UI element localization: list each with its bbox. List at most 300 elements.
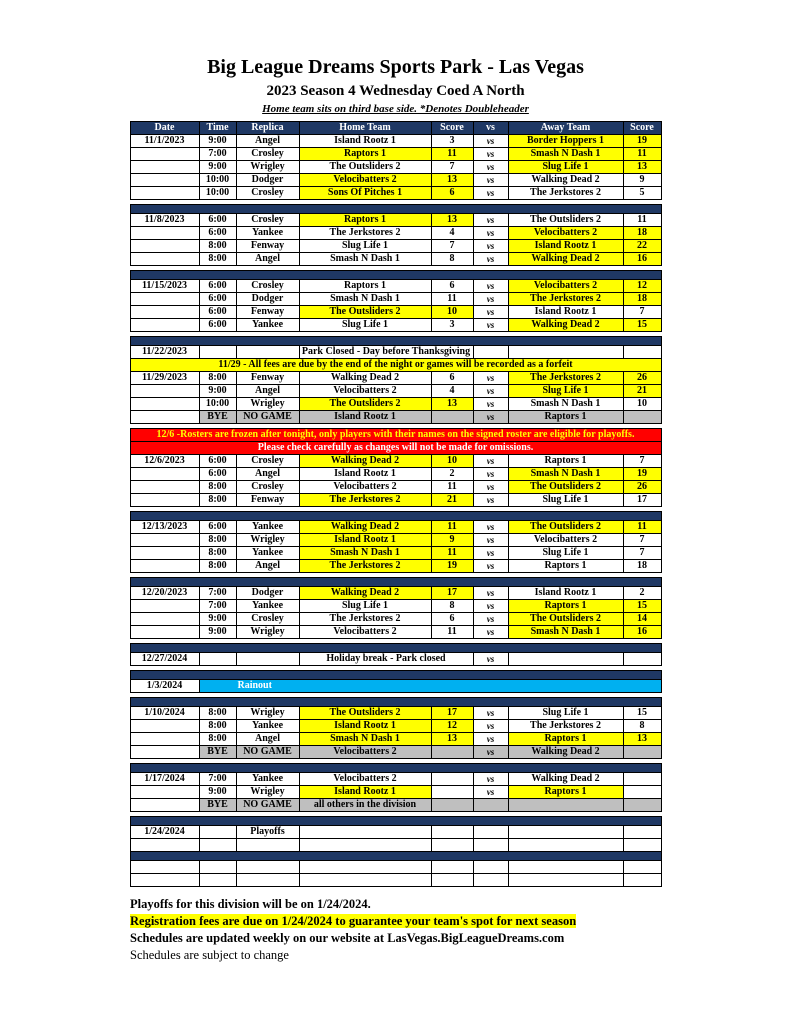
row-message	[130, 653, 661, 666]
time-cell: 8:00	[199, 560, 236, 573]
replica-cell: Yankee	[236, 521, 299, 534]
home-team-cell: Velocibatters 2	[299, 174, 431, 187]
empty-cell	[508, 861, 623, 874]
row-game	[130, 494, 661, 507]
separator-band	[130, 337, 661, 346]
row-separator	[130, 578, 661, 587]
date-cell	[130, 174, 199, 187]
date-cell	[130, 481, 199, 494]
page-subtitle: 2023 Season 4 Wednesday Coed A North	[266, 83, 525, 99]
away-team-cell: Border Hoppers 1	[508, 135, 623, 148]
separator-band	[130, 698, 661, 707]
home-score-cell: 13	[431, 174, 473, 187]
row-separator	[130, 764, 661, 773]
away-score-cell: 11	[623, 214, 661, 227]
replica-cell: Wrigley	[236, 707, 299, 720]
vs-cell: vs	[473, 653, 508, 666]
date-cell	[130, 293, 199, 306]
away-team-cell: Raptors 1	[508, 411, 623, 424]
time-cell: 7:00	[199, 773, 236, 786]
row-game	[130, 398, 661, 411]
date-cell	[130, 148, 199, 161]
home-score-cell: 21	[431, 494, 473, 507]
row-game	[130, 161, 661, 174]
row-game	[130, 481, 661, 494]
row-bye	[130, 799, 661, 812]
column-header-score: Score	[431, 122, 473, 135]
column-header-score: Score	[623, 122, 661, 135]
home-score-cell: 17	[431, 707, 473, 720]
vs-cell: vs	[473, 746, 508, 759]
vs-cell: vs	[473, 161, 508, 174]
time-cell: 10:00	[199, 174, 236, 187]
row-game	[130, 214, 661, 227]
row-game	[130, 521, 661, 534]
away-score-cell: 9	[623, 174, 661, 187]
row-game	[130, 135, 661, 148]
replica-cell: Yankee	[236, 227, 299, 240]
empty-cell	[236, 861, 299, 874]
footer-line-text: Playoffs for this division will be on 1/24/2024.	[130, 897, 371, 911]
time-cell: BYE	[199, 799, 236, 812]
empty-cell	[299, 874, 431, 887]
message-text: Holiday break - Park closed	[299, 653, 473, 666]
empty-cell	[431, 874, 473, 887]
row-game	[130, 174, 661, 187]
away-team-cell: Walking Dead 2	[508, 746, 623, 759]
date-cell	[130, 626, 199, 639]
date-cell: 11/29/2023	[130, 372, 199, 385]
away-team-cell: Island Rootz 1	[508, 306, 623, 319]
row-game	[130, 148, 661, 161]
away-team-cell: Smash N Dash 1	[508, 626, 623, 639]
home-score-cell	[431, 773, 473, 786]
time-cell: 8:00	[199, 733, 236, 746]
row-game	[130, 587, 661, 600]
date-cell	[130, 613, 199, 626]
empty-cell	[473, 861, 508, 874]
away-score-cell: 14	[623, 613, 661, 626]
footer-line-text: Schedules are updated weekly on our website at LasVegas.BigLeagueDreams.com	[130, 931, 565, 945]
row-game	[130, 773, 661, 786]
home-score-cell: 4	[431, 385, 473, 398]
home-team-cell: The Jerkstores 2	[299, 227, 431, 240]
separator-band	[130, 644, 661, 653]
time-cell: 9:00	[199, 626, 236, 639]
replica-cell: Angel	[236, 135, 299, 148]
row-empty	[130, 839, 661, 852]
row-banner-red	[130, 442, 661, 455]
home-team-cell: Smash N Dash 1	[299, 733, 431, 746]
empty-cell	[508, 839, 623, 852]
away-score-cell: 11	[623, 148, 661, 161]
row-game	[130, 319, 661, 332]
time-cell: BYE	[199, 411, 236, 424]
time-cell: 6:00	[199, 293, 236, 306]
date-cell	[130, 240, 199, 253]
date-cell: 1/3/2024	[130, 680, 199, 693]
column-header-home-team: Home Team	[299, 122, 431, 135]
time-cell: 8:00	[199, 372, 236, 385]
home-score-cell: 10	[431, 306, 473, 319]
footer-line	[130, 896, 661, 913]
date-cell: 1/24/2024	[130, 826, 199, 839]
away-team-cell: The Jerkstores 2	[508, 293, 623, 306]
empty-cell	[130, 861, 199, 874]
vs-cell: vs	[473, 733, 508, 746]
date-cell	[130, 746, 199, 759]
yellow-banner-text: 11/29 - All fees are due by the end of the night or games will be recorded as a forfeit	[130, 359, 661, 372]
empty-cell	[623, 861, 661, 874]
date-cell	[130, 306, 199, 319]
footer-line	[130, 913, 661, 930]
time-cell: 8:00	[199, 707, 236, 720]
home-score-cell	[431, 799, 473, 812]
away-score-cell: 16	[623, 253, 661, 266]
vs-cell: vs	[473, 547, 508, 560]
empty-cell	[623, 839, 661, 852]
column-header-vs: vs	[473, 122, 508, 135]
vs-cell: vs	[473, 521, 508, 534]
empty-cell	[299, 839, 431, 852]
empty-cell	[623, 874, 661, 887]
away-team-cell: Raptors 1	[508, 560, 623, 573]
vs-cell: vs	[473, 319, 508, 332]
replica-cell: Crosley	[236, 187, 299, 200]
empty-cell	[130, 839, 199, 852]
row-separator	[130, 205, 661, 214]
away-team-cell: The Outsliders 2	[508, 481, 623, 494]
row-empty	[130, 861, 661, 874]
time-cell: 7:00	[199, 587, 236, 600]
away-score-cell: 18	[623, 293, 661, 306]
away-team-cell	[508, 799, 623, 812]
away-score-cell: 26	[623, 481, 661, 494]
home-team-cell: Smash N Dash 1	[299, 293, 431, 306]
replica-cell: Angel	[236, 253, 299, 266]
home-score-cell: 6	[431, 280, 473, 293]
vs-cell: vs	[473, 534, 508, 547]
vs-cell: vs	[473, 587, 508, 600]
away-team-cell: Walking Dead 2	[508, 319, 623, 332]
row-game	[130, 547, 661, 560]
row-game	[130, 227, 661, 240]
time-cell: 6:00	[199, 521, 236, 534]
away-score-cell: 18	[623, 227, 661, 240]
row-playoffs	[130, 826, 661, 839]
replica-cell: Fenway	[236, 494, 299, 507]
empty-cell	[299, 861, 431, 874]
vs-cell: vs	[473, 240, 508, 253]
empty-cell	[431, 839, 473, 852]
home-score-cell: 10	[431, 455, 473, 468]
vs-cell: vs	[473, 135, 508, 148]
time-cell	[199, 653, 236, 666]
away-score-cell: 16	[623, 626, 661, 639]
home-score-cell: 6	[431, 372, 473, 385]
replica-cell: Dodger	[236, 174, 299, 187]
replica-cell: Crosley	[236, 613, 299, 626]
away-score-cell	[623, 346, 661, 359]
time-cell: 6:00	[199, 227, 236, 240]
home-team-cell: Sons Of Pitches 1	[299, 187, 431, 200]
column-header-replica: Replica	[236, 122, 299, 135]
vs-cell: vs	[473, 253, 508, 266]
row-game	[130, 613, 661, 626]
vs-cell: vs	[473, 494, 508, 507]
home-score-cell	[431, 411, 473, 424]
vs-cell	[473, 346, 508, 359]
away-team-cell: Raptors 1	[508, 786, 623, 799]
away-team-cell: Walking Dead 2	[508, 174, 623, 187]
column-header-away-team: Away Team	[508, 122, 623, 135]
home-score-cell: 9	[431, 534, 473, 547]
vs-cell: vs	[473, 560, 508, 573]
vs-cell: vs	[473, 398, 508, 411]
vs-cell: vs	[473, 468, 508, 481]
away-score-cell: 13	[623, 733, 661, 746]
replica-cell: Wrigley	[236, 398, 299, 411]
time-cell	[199, 826, 236, 839]
separator-band	[130, 512, 661, 521]
home-score-cell	[431, 746, 473, 759]
away-score-cell	[623, 799, 661, 812]
away-team-cell: Smash N Dash 1	[508, 148, 623, 161]
row-banner-yellow	[130, 359, 661, 372]
row-game	[130, 707, 661, 720]
home-score-cell: 11	[431, 521, 473, 534]
replica-cell: Fenway	[236, 306, 299, 319]
header-note: Home team sits on third base side. *Denotes Doubleheader	[262, 103, 529, 115]
empty-cell	[236, 839, 299, 852]
home-score-cell: 12	[431, 720, 473, 733]
away-team-cell: Raptors 1	[508, 455, 623, 468]
row-separator	[130, 671, 661, 680]
table-header-row	[130, 122, 661, 135]
away-team-cell: The Outsliders 2	[508, 214, 623, 227]
date-cell	[130, 720, 199, 733]
date-cell	[130, 560, 199, 573]
home-score-cell	[431, 826, 473, 839]
replica-cell: Angel	[236, 733, 299, 746]
vs-cell: vs	[473, 626, 508, 639]
home-score-cell: 11	[431, 547, 473, 560]
home-team-cell: Walking Dead 2	[299, 455, 431, 468]
vs-cell: vs	[473, 720, 508, 733]
replica-cell: Crosley	[236, 481, 299, 494]
away-team-cell: Smash N Dash 1	[508, 398, 623, 411]
home-team-cell: The Outsliders 2	[299, 306, 431, 319]
schedule-table-head	[130, 122, 661, 135]
row-game	[130, 385, 661, 398]
home-team-cell: Island Rootz 1	[299, 720, 431, 733]
date-cell	[130, 398, 199, 411]
time-cell: 9:00	[199, 385, 236, 398]
away-score-cell: 7	[623, 306, 661, 319]
time-cell: 8:00	[199, 494, 236, 507]
time-cell: 7:00	[199, 148, 236, 161]
row-bye	[130, 746, 661, 759]
away-team-cell: Island Rootz 1	[508, 240, 623, 253]
red-banner-text: Please check carefully as changes will not be made for omissions.	[130, 442, 661, 455]
replica-cell: Fenway	[236, 372, 299, 385]
time-cell: 6:00	[199, 455, 236, 468]
vs-cell: vs	[473, 455, 508, 468]
home-team-cell: The Outsliders 2	[299, 161, 431, 174]
away-team-cell: Raptors 1	[508, 733, 623, 746]
home-score-cell	[431, 786, 473, 799]
home-score-cell: 11	[431, 481, 473, 494]
date-cell	[130, 786, 199, 799]
row-game	[130, 306, 661, 319]
away-score-cell	[623, 746, 661, 759]
separator-band	[130, 671, 661, 680]
date-cell	[130, 411, 199, 424]
home-team-cell: Island Rootz 1	[299, 468, 431, 481]
home-team-cell: Velocibatters 2	[299, 385, 431, 398]
away-score-cell: 15	[623, 319, 661, 332]
home-team-cell: Slug Life 1	[299, 319, 431, 332]
replica-cell: Angel	[236, 385, 299, 398]
time-cell: 6:00	[199, 280, 236, 293]
away-score-cell: 17	[623, 494, 661, 507]
away-score-cell	[623, 773, 661, 786]
time-cell: 8:00	[199, 534, 236, 547]
home-team-cell: Smash N Dash 1	[299, 253, 431, 266]
row-bye	[130, 411, 661, 424]
row-rainout	[130, 680, 661, 693]
empty-cell	[130, 874, 199, 887]
home-score-cell: 3	[431, 135, 473, 148]
red-banner-text: 12/6 -Rosters are frozen after tonight, only players with their names on the signed roster are eligible for playoffs.	[130, 429, 661, 442]
home-score-cell: 7	[431, 240, 473, 253]
vs-cell: vs	[473, 306, 508, 319]
vs-cell: vs	[473, 613, 508, 626]
separator-band	[130, 764, 661, 773]
empty-cell	[199, 874, 236, 887]
home-team-cell: Walking Dead 2	[299, 587, 431, 600]
away-score-cell: 8	[623, 720, 661, 733]
away-team-cell: Slug Life 1	[508, 494, 623, 507]
replica-cell: Yankee	[236, 319, 299, 332]
away-team-cell	[508, 826, 623, 839]
home-score-cell: 4	[431, 227, 473, 240]
vs-cell: vs	[473, 293, 508, 306]
vs-cell: vs	[473, 148, 508, 161]
column-header-time: Time	[199, 122, 236, 135]
rainout-label: Rainout	[199, 680, 661, 693]
schedule-table	[130, 121, 662, 887]
vs-cell: vs	[473, 187, 508, 200]
footer-line	[130, 947, 661, 964]
away-score-cell: 13	[623, 161, 661, 174]
date-cell: 12/20/2023	[130, 587, 199, 600]
home-score-cell: 19	[431, 560, 473, 573]
row-game	[130, 455, 661, 468]
date-cell	[130, 799, 199, 812]
home-team-cell: all others in the division	[299, 799, 431, 812]
replica-cell: Angel	[236, 468, 299, 481]
replica-cell: Yankee	[236, 600, 299, 613]
footer-line-text: Registration fees are due on 1/24/2024 to guarantee your team's spot for next season	[130, 914, 577, 928]
away-score-cell	[623, 653, 661, 666]
date-cell	[130, 547, 199, 560]
time-cell: 9:00	[199, 135, 236, 148]
vs-cell: vs	[473, 786, 508, 799]
date-cell	[130, 161, 199, 174]
home-score-cell: 6	[431, 187, 473, 200]
away-score-cell: 11	[623, 521, 661, 534]
message-text: Park Closed - Day before Thanksgiving	[299, 346, 473, 359]
home-team-cell: Island Rootz 1	[299, 786, 431, 799]
replica-cell: Yankee	[236, 547, 299, 560]
replica-cell: Wrigley	[236, 786, 299, 799]
row-separator	[130, 852, 661, 861]
replica-cell: Yankee	[236, 773, 299, 786]
time-cell: 6:00	[199, 319, 236, 332]
empty-cell	[199, 861, 236, 874]
away-score-cell: 10	[623, 398, 661, 411]
time-cell: 6:00	[199, 468, 236, 481]
away-team-cell: The Jerkstores 2	[508, 372, 623, 385]
footer-notes	[130, 896, 661, 964]
date-cell	[130, 187, 199, 200]
row-separator	[130, 817, 661, 826]
time-cell: 8:00	[199, 240, 236, 253]
away-team-cell: Velocibatters 2	[508, 227, 623, 240]
home-score-cell: 2	[431, 468, 473, 481]
row-game	[130, 786, 661, 799]
home-team-cell: Velocibatters 2	[299, 746, 431, 759]
time-cell: 8:00	[199, 253, 236, 266]
vs-cell: vs	[473, 174, 508, 187]
row-game	[130, 468, 661, 481]
home-team-cell: The Jerkstores 2	[299, 560, 431, 573]
date-cell: 11/15/2023	[130, 280, 199, 293]
home-team-cell: Slug Life 1	[299, 600, 431, 613]
vs-cell	[473, 826, 508, 839]
date-cell: 11/22/2023	[130, 346, 199, 359]
away-score-cell: 19	[623, 135, 661, 148]
home-team-cell: Walking Dead 2	[299, 521, 431, 534]
replica-cell: Wrigley	[236, 534, 299, 547]
away-score-cell: 2	[623, 587, 661, 600]
replica-cell	[236, 346, 299, 359]
home-team-cell: Raptors 1	[299, 280, 431, 293]
away-team-cell: Smash N Dash 1	[508, 468, 623, 481]
date-cell	[130, 385, 199, 398]
row-game	[130, 560, 661, 573]
replica-cell: Yankee	[236, 720, 299, 733]
row-separator	[130, 337, 661, 346]
away-score-cell	[623, 826, 661, 839]
time-cell: 9:00	[199, 786, 236, 799]
separator-band	[130, 205, 661, 214]
schedule-table-body	[130, 135, 661, 887]
time-cell: 8:00	[199, 481, 236, 494]
time-cell: 7:00	[199, 600, 236, 613]
time-cell	[199, 346, 236, 359]
date-cell	[130, 253, 199, 266]
date-cell: 12/6/2023	[130, 455, 199, 468]
replica-cell	[236, 653, 299, 666]
home-team-cell	[299, 826, 431, 839]
vs-cell	[473, 799, 508, 812]
vs-cell: vs	[473, 481, 508, 494]
home-score-cell: 11	[431, 148, 473, 161]
away-team-cell: The Outsliders 2	[508, 521, 623, 534]
replica-cell: Fenway	[236, 240, 299, 253]
